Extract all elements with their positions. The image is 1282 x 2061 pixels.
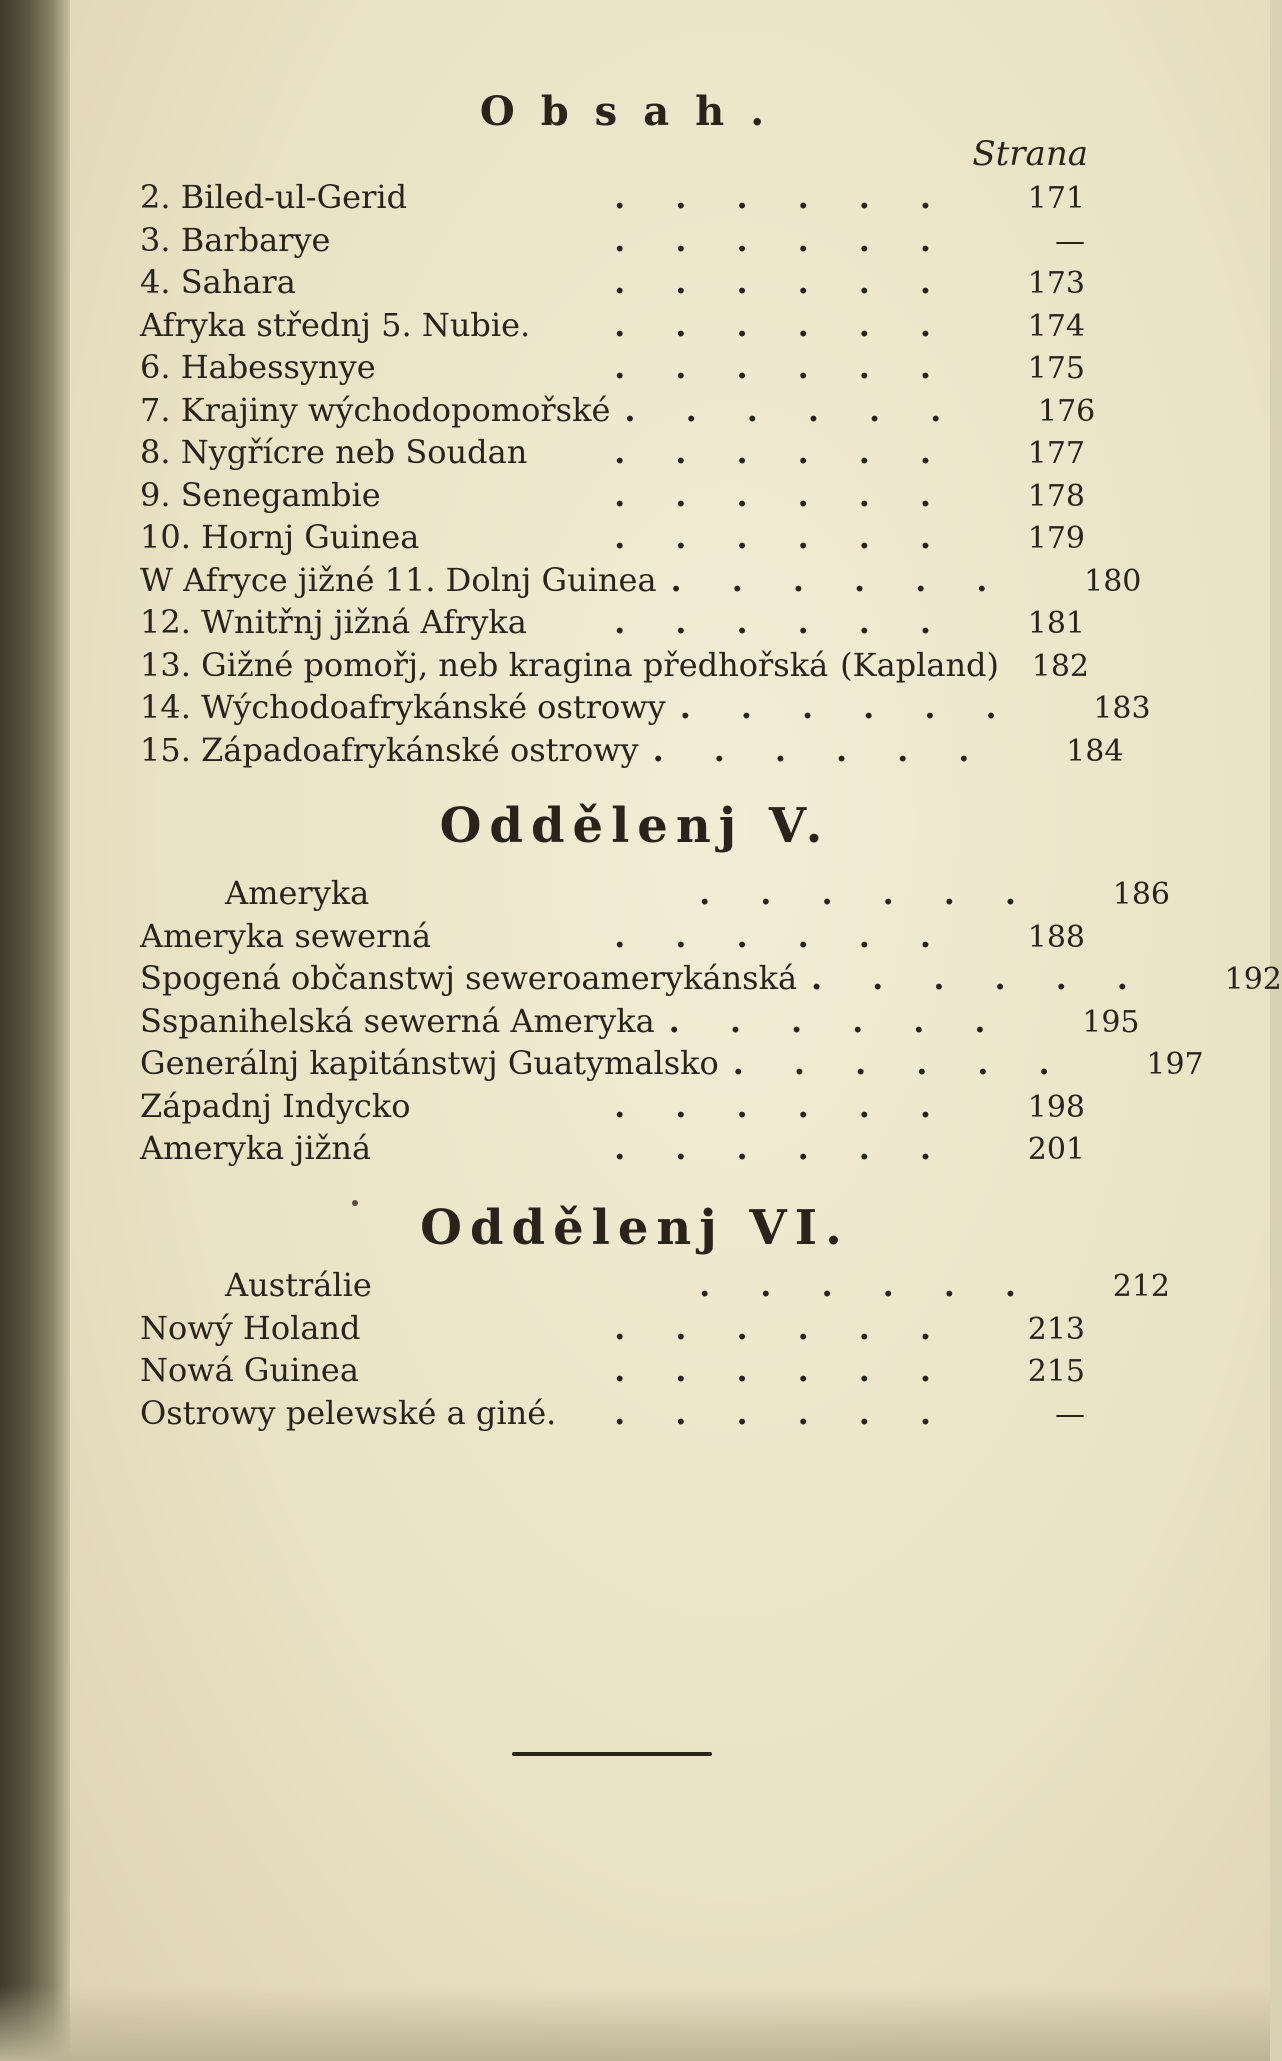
toc-entry-label: 14. Wýchodoafrykánské ostrowy xyxy=(140,688,666,726)
toc-entry xyxy=(140,348,1085,392)
dot-leader: ...... xyxy=(614,178,981,216)
toc-entry xyxy=(140,1309,1085,1353)
toc-page-number: 173 xyxy=(1027,266,1085,301)
closing-rule xyxy=(512,1752,712,1756)
toc-entry-label: 2. Biled-ul-Gerid xyxy=(140,178,408,216)
toc-entry xyxy=(140,178,1085,222)
toc-entry-label: Generálnj kapitánstwj Guatymalsko xyxy=(140,1044,719,1082)
toc-page-number: 183 xyxy=(1093,691,1151,726)
toc-entry xyxy=(140,433,1085,477)
dot-leader: ...... xyxy=(614,1351,981,1389)
toc-page-number: 179 xyxy=(1027,521,1085,556)
toc-entry xyxy=(140,645,1090,690)
dot-leader: ...... xyxy=(614,1393,981,1432)
toc-entry-label: Nowá Guinea xyxy=(140,1351,359,1389)
dot-leader: ...... xyxy=(614,518,981,556)
toc-page-number: 182 xyxy=(1031,648,1090,684)
toc-page-number: 197 xyxy=(1146,1047,1204,1082)
toc-entry xyxy=(140,688,1151,732)
toc-entry xyxy=(140,306,1085,350)
toc-entry xyxy=(225,1266,1170,1310)
toc-page-number: 188 xyxy=(1027,919,1085,955)
dot-leader: ...... xyxy=(811,959,1178,997)
toc-page-number: 215 xyxy=(1027,1354,1085,1389)
toc-page-number: 176 xyxy=(1038,393,1096,429)
toc-entry-label: 13. Gižné pomořj, neb kragina předhořská xyxy=(140,645,829,684)
toc-page-number: — xyxy=(1055,223,1085,259)
toc-entry xyxy=(140,518,1085,562)
toc-entry-label: 3. Barbarye xyxy=(140,220,331,259)
dot-leader: ...... xyxy=(624,390,992,429)
dot-leader: ...... xyxy=(614,263,981,301)
toc-entry-label: 8. Nygřícre neb Soudan xyxy=(140,433,528,471)
toc-entry xyxy=(225,874,1170,918)
dot-leader: ...... xyxy=(614,603,981,641)
toc-entry-label: Austrálie xyxy=(225,1266,372,1304)
toc-page-number: — xyxy=(1055,1396,1085,1432)
toc-entry xyxy=(140,476,1085,520)
toc-entry-label: Ameryka jižná xyxy=(140,1129,372,1167)
section-heading-v: Oddělenj V. xyxy=(439,798,831,854)
toc-entry-label: Nowý Holand xyxy=(140,1308,361,1347)
toc-entry-label: 6. Habessynye xyxy=(140,348,376,386)
toc-page-number: 178 xyxy=(1027,478,1085,514)
toc-entry-label: Afryka střednj 5. Nubie. xyxy=(140,305,531,344)
toc-entry-label: Ostrowy pelewské a giné. xyxy=(140,1393,557,1432)
dot-leader: ...... xyxy=(679,688,1047,726)
book-binding xyxy=(0,0,70,2061)
dot-leader: ...... xyxy=(614,1086,981,1125)
toc-entry xyxy=(140,1044,1204,1088)
toc-entry-label: 7. Krajiny wýchodopomořské xyxy=(140,390,611,429)
toc-entry-label: W Afryce jižné 11. Dolnj Guinea xyxy=(140,560,657,599)
dot-leader: ...... xyxy=(668,1001,1036,1040)
dot-leader: ...... xyxy=(652,730,1020,769)
dot-leader: ...... xyxy=(732,1044,1100,1082)
toc-page-number: 171 xyxy=(1027,181,1085,216)
toc-entry-label: 4. Sahara xyxy=(140,263,296,301)
toc-entry-label: 12. Wnitřnj jižná Afryka xyxy=(140,603,527,641)
dot-leader: ...... xyxy=(670,560,1038,599)
toc-page-number: 181 xyxy=(1027,606,1085,641)
toc-entry-label: Ameryka xyxy=(225,874,370,912)
toc-entry xyxy=(140,1001,1140,1046)
toc-page-number: 174 xyxy=(1027,308,1085,344)
toc-entry-note: (Kapland) xyxy=(840,645,1000,684)
toc-page-number: 186 xyxy=(1112,877,1170,912)
dot-leader: ...... xyxy=(614,433,981,471)
toc-entry xyxy=(140,917,1085,961)
toc-entry xyxy=(140,221,1085,265)
toc-entry-label: 15. Západoafrykánské ostrowy xyxy=(140,730,639,769)
toc-page-number: 192 xyxy=(1224,962,1282,997)
toc-entry xyxy=(140,560,1142,605)
section-heading-vi: Oddělenj VI. xyxy=(420,1200,850,1256)
toc-entry xyxy=(140,1087,1085,1131)
toc-entry xyxy=(140,390,1096,435)
toc-page-number: 213 xyxy=(1027,1311,1085,1347)
dot-leader: ...... xyxy=(614,305,981,344)
dot-leader: ...... xyxy=(614,475,981,514)
toc-entry-label: 9. Senegambie xyxy=(140,475,381,514)
toc-page-number: 180 xyxy=(1084,563,1142,599)
dot-leader: ...... xyxy=(614,348,981,386)
dot-leader: ...... xyxy=(614,916,981,955)
toc-entry-label: Sspanihelská sewerná Ameryka xyxy=(140,1001,655,1040)
toc-entry-label: Spogená občanstwj seweroamerykánská xyxy=(140,959,798,997)
toc-entry xyxy=(140,730,1124,775)
toc-page-number: 212 xyxy=(1112,1269,1170,1304)
toc-entry-label: Ameryka sewerná xyxy=(140,916,432,955)
dot-leader: ...... xyxy=(614,220,981,259)
page-bottom-edge xyxy=(0,1985,1270,2061)
dot-leader: ...... xyxy=(614,1308,981,1347)
toc-entry xyxy=(140,959,1282,1003)
dot-leader: ...... xyxy=(614,1129,981,1167)
page-title: Obsah. xyxy=(479,88,791,135)
toc-page-number: 195 xyxy=(1082,1004,1140,1040)
toc-page-number: 175 xyxy=(1027,351,1085,386)
ink-speck xyxy=(352,1200,358,1206)
toc-entry-label: Západnj Indycko xyxy=(140,1086,411,1125)
toc-page-number: 198 xyxy=(1027,1089,1085,1125)
toc-entry-label: 10. Hornj Guinea xyxy=(140,518,420,556)
toc-page-number: 177 xyxy=(1027,436,1085,471)
dot-leader: ...... xyxy=(699,874,1066,912)
toc-page-number: 201 xyxy=(1027,1132,1085,1167)
page-column-header: Strana xyxy=(972,134,1088,174)
toc-entry xyxy=(140,263,1085,307)
toc-entry xyxy=(140,603,1085,647)
toc-page-number: 184 xyxy=(1066,733,1124,769)
toc-entry xyxy=(140,1394,1085,1438)
toc-entry xyxy=(140,1129,1085,1173)
toc-entry xyxy=(140,1351,1085,1395)
dot-leader: ...... xyxy=(699,1266,1066,1304)
